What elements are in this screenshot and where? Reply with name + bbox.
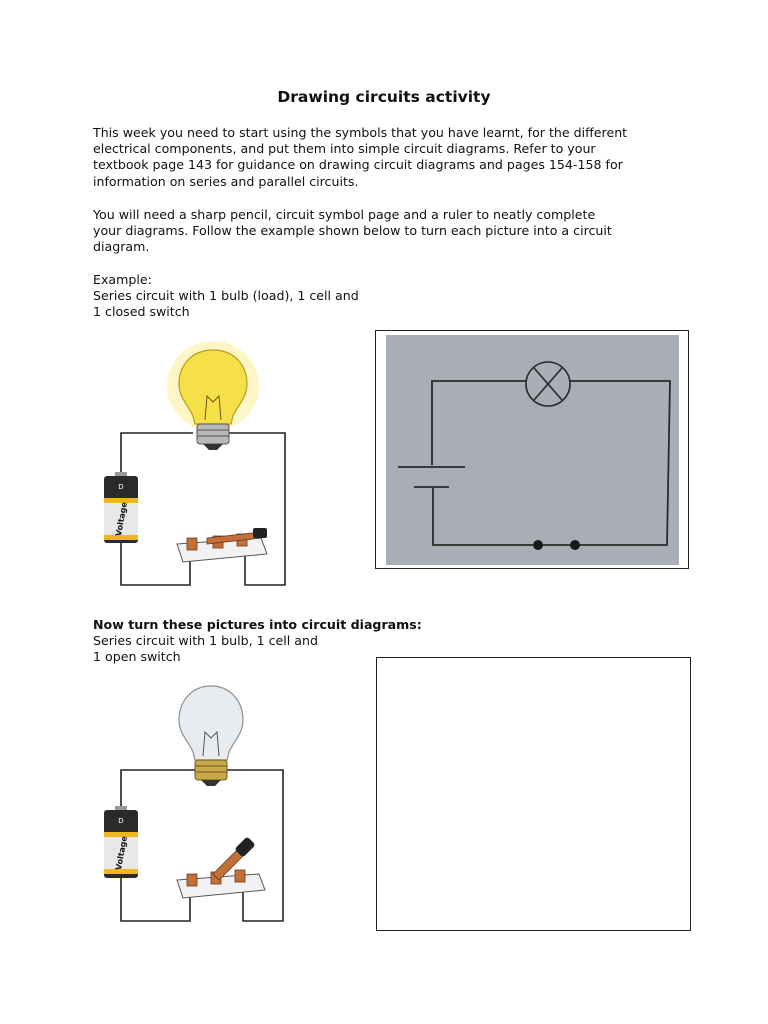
example-label: Example:	[93, 272, 152, 287]
battery-cell-icon	[104, 806, 138, 878]
text-line: 1 closed switch	[93, 304, 190, 320]
battery-brand-label: Voltage	[114, 835, 129, 871]
text-line: your diagrams. Follow the example shown below to turn each picture into a circuit	[93, 223, 612, 239]
light-bulb-unlit-icon	[179, 686, 243, 786]
example-circuit-diagram-photo	[386, 335, 679, 565]
text-line: Series circuit with 1 bulb (load), 1 cell and	[93, 288, 359, 304]
wire	[121, 433, 285, 585]
text-line: You will need a sharp pencil, circuit symbol page and a ruler to neatly complete	[93, 207, 596, 222]
page-title: Drawing circuits activity	[277, 88, 491, 106]
task-drawing-area[interactable]	[376, 657, 691, 931]
text-line: 1 open switch	[93, 649, 181, 665]
example-diagram-frame	[375, 330, 689, 569]
text-line: Series circuit with 1 bulb, 1 cell and	[93, 633, 318, 649]
switch-open-icon	[177, 836, 265, 898]
battery-size-label: D	[118, 483, 124, 491]
battery-size-label: D	[118, 817, 124, 825]
text-line: information on series and parallel circuits.	[93, 173, 359, 189]
text-line: electrical components, and put them into simple circuit diagrams. Refer to your	[93, 141, 596, 157]
text-line: This week you need to start using the symbols that you have learnt, for the different	[93, 125, 628, 140]
text-line: diagram.	[93, 239, 150, 255]
text-line: textbook page 143 for guidance on drawing circuit diagrams and pages 154-158 for	[93, 157, 623, 173]
task-heading: Now turn these pictures into circuit diagrams:	[93, 617, 422, 632]
intro-paragraph	[93, 125, 693, 190]
light-bulb-lit-icon	[179, 350, 247, 450]
wire	[121, 770, 283, 921]
switch-closed-icon	[177, 528, 267, 562]
example-circuit-picture	[95, 338, 300, 593]
task-circuit-picture	[95, 680, 300, 930]
battery-cell-icon	[104, 472, 138, 543]
example-description	[93, 272, 693, 321]
battery-brand-label: Voltage	[114, 501, 129, 537]
materials-paragraph	[93, 207, 693, 256]
